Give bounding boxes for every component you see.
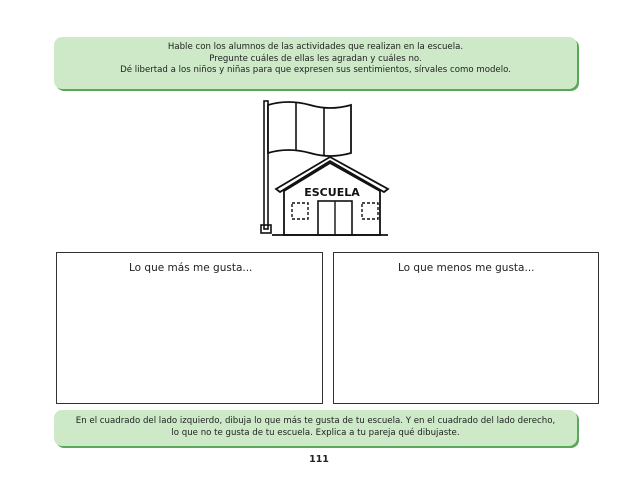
student-instructions	[54, 410, 577, 446]
drawing-box-dislikes[interactable]	[333, 252, 599, 404]
drawing-box-likes[interactable]	[56, 252, 323, 404]
school-sign-text: ESCUELA	[304, 186, 360, 199]
page-number: 111	[309, 454, 329, 465]
instruction-line-3: Dé libertad a los niños y niñas para que expresen sus sentimientos, sírvales como modelo.	[120, 65, 511, 75]
student-instruction-line-1: En el cuadrado del lado izquierdo, dibuja lo que más te gusta de tu escuela. Y en el cuadrado del lado derecho,	[75, 416, 556, 426]
instruction-line-2: Pregunte cuáles de ellas les agradan y cuáles no.	[209, 53, 422, 64]
instruction-line-1: Hable con los alumnos de las actividades que realizan en la escuela.	[167, 42, 464, 52]
dislikes-title: Lo que menos me gusta...	[398, 262, 535, 274]
likes-title: Lo que más me gusta...	[129, 262, 253, 274]
school-with-flag-icon	[258, 97, 396, 239]
student-instruction-line-2: lo que no te gusta de tu escuela. Explica a tu pareja qué dibujaste.	[171, 427, 460, 438]
teacher-instructions	[54, 37, 577, 89]
